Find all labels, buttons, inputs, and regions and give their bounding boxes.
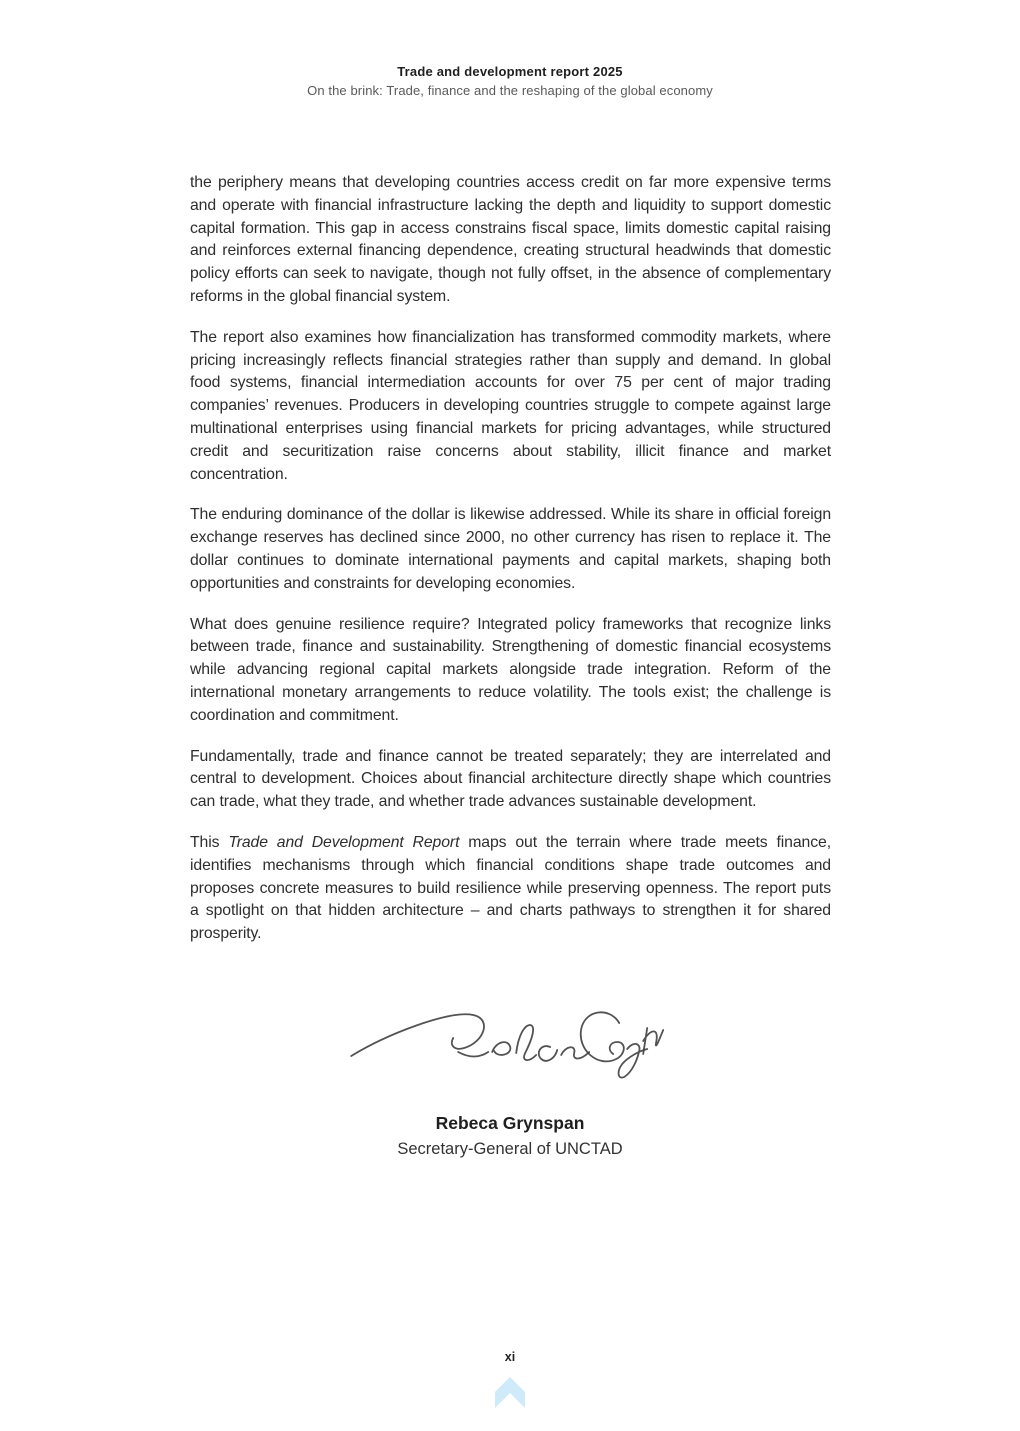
report-title: Trade and development report 2025 [397,64,623,79]
body-text [190,172,831,946]
body-paragraph: What does genuine resilience require? Integrated policy frameworks that recognize links between trade, finance and sustainability. Strengthening of domestic financial ecosystems while advancing regional capital markets alongside trade integration. Reform of the international monetary arrangements to reduce volatility. The tools exist; the challenge is coordination and commitment. [190,615,831,724]
signature-image [345,992,665,1092]
body-paragraph: the periphery means that developing countries access credit on far more expensive terms and operate with financial infrastructure lacking the depth and liquidity to support domestic capital formation. This gap in access constrains fiscal space, limits domestic capital raising and reinforces external financing dependence, creating structural headwinds that domestic policy efforts can seek to navigate, though not fully offset, in the absence of complementary reforms in the global financial system. [190,174,831,305]
signatory-name: Rebeca Grynspan [435,1113,585,1133]
signatory-block [0,1113,1020,1159]
body-paragraph: The report also examines how financialization has transformed commodity markets, where pricing increasingly reflects financial strategies rather than supply and demand. In global food systems, financial intermediation accounts for over 75 per cent of major trading companies’ revenues. Producers in developing countries struggle to compete against large multinational enterprises using financial markets for pricing advantages, while structured credit and securitization raise concerns about stability, illicit finance and market concentration. [190,328,831,483]
signatory-title: Secretary-General of UNCTAD [397,1140,623,1158]
up-chevron-logo-icon [495,1377,525,1408]
paragraph-text: maps out the terrain where trade meets finance, identifies mechanisms through which financial conditions shape trade outcomes and proposes concrete measures to build resilience while preserving openness. The report puts a spotlight on that hidden architecture – and charts pathways to strengthen it for shared prosperity. [190,833,831,943]
body-paragraph [190,832,831,946]
paragraph-text: This [190,833,229,851]
body-paragraph: Fundamentally, trade and finance cannot be treated separately; they are interrelated and central to development. Choices about financial architecture directly shape which countries can trade, what they trade, and whether trade advances sustainable development. [190,747,831,811]
running-header [0,64,1020,98]
report-subtitle: On the brink: Trade, finance and the reshaping of the global economy [307,83,713,98]
page-number: xi [504,1350,516,1364]
body-paragraph: The enduring dominance of the dollar is likewise addressed. While its share in official foreign exchange reserves has declined since 2000, no other currency has risen to replace it. The dollar continues to dominate international payments and capital markets, shaping both opportunities and constraints for developing economies. [190,506,831,592]
report-name-italic: Trade and Development Report [228,833,460,851]
